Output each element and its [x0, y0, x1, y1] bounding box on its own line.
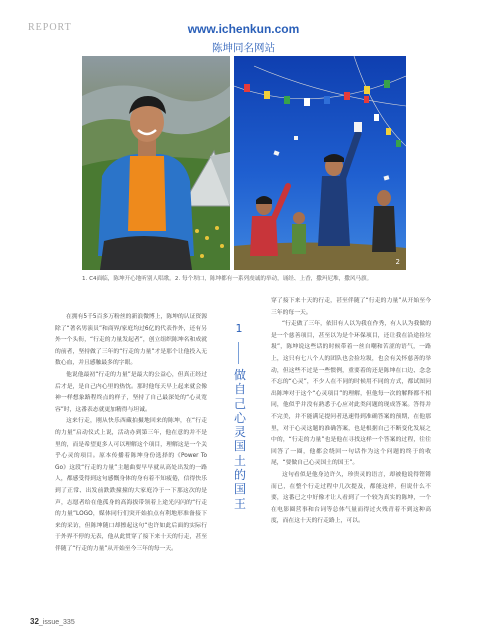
title-char: 的 — [233, 468, 246, 483]
title-divider — [238, 342, 239, 364]
title-char: 心 — [233, 410, 246, 425]
photo-number-2: 2 — [395, 258, 400, 266]
article-column-left — [55, 312, 207, 622]
photo-prayer-flags-image — [234, 56, 406, 270]
paragraph: 这来行走，刚从快乐西藏拍摄地回来的陈坤，在“行走的力量”启动仪式上说，活动办到第三年，他在意的并不是里的，而是希望更多人可以理解这个项目，理解这是一个关乎心灵的项目。原本传播着陈坤身份选择的《Power To Go》这段“行走的力量”主题曲要早早就从高处出发的一路人，都感受得到这句感慨身体的身有着不知疲倦，信得快乐到了正常、出发前跌跌撞撞的大家庭冷于一下那这次的是声，志愿者给在他孤身的高海拔带领着上途光闪闪的“行走的力量”LOGO，媒体同行们突开始拍点有利地形准备接下来的采访，但陈坤随口却擦起这句“也许如此后面的实际行于外界不停的无表，他从此贯穿了接下来十天的行走，甚至伴随了“行走的力量”从开始至今三年的每一天。 — [55, 418, 207, 552]
photo-caption: 1. C4面临，陈坤开心地听别人唱歌。2. 每个坝口，陈坤都有一系列虔诚的举动，诵经、上香，撒玛尼堆，撒风马旗。 — [82, 276, 373, 282]
title-char: 土 — [233, 453, 246, 468]
title-char: 灵 — [233, 425, 246, 440]
page-number: 32 — [30, 617, 39, 626]
title-char: 己 — [233, 396, 246, 411]
title-char: 王 — [233, 496, 246, 511]
title-char: 国 — [233, 439, 246, 454]
paragraph: 这句看似是他身边许久，珍贵灵的语言，却被他说得铿锵而已，在整个行走过程中几次提及，都能这样，但说什么不要，这番已之中好像才让人看到了一个较为真实的陈坤，一个在电影圈营事和台词等总体气量而得过火残青着不到这种高度，而在这十天的行走路上，可以。 — [271, 471, 431, 525]
page-folio — [30, 617, 75, 626]
paragraph: “行走做了三年，依旧有人以为我在作秀，有人认为我做的是一个慈善项目，甚至以为是个环保项目，还让我在沿途捡垃圾”，陈坤说这些话的时候带着一丝自嘲和苦涩的语气，一路上，这只有七八个人的团队也会捡垃圾，也会有关怀慈善的举动，但这些不过是一些惯例，重要着的还是陈坤在口边、念念不忘的“心灵”，不少人在不同的时候用不同的方式，都试图问出陈坤对于这个“心灵项目”的理解，但他每一次的解释都不相同，他似乎并没有熟悉于心应对此类问题的现成答案。答得并不完美，并不能满足提问者迅速得到准确答案的预期，在他那里，对于心灵这题的准确答案，也是根据自己不断变化发展之中的，“行走的力量”也是他在寻找这样一个答案的过程，往往回答了一圈，他都会绕回一句话作为这个问题的终于的收尾，“要做自己心灵国土的国王”。 — [271, 321, 431, 467]
title-char: 国 — [233, 482, 246, 497]
paragraph: 他说他最初“行走的力量”是最大的公益心，但真正经过后才是，是自己内心里的热忱。那时他每天早上起来就会像神一样想象路程终点的样子，坚持了自己最深处的“心灵宽容”时，这番表态就更加精得与坦诚。 — [55, 371, 207, 413]
article-column-right — [271, 296, 431, 586]
paragraph: 穿了接下来十天的行走，甚至伴随了“行走的力量”从开始至今三年的每一天。 — [271, 298, 431, 316]
vertical-title — [230, 368, 250, 511]
site-name: 陈坤同名网站 — [212, 42, 275, 54]
title-char: 自 — [233, 382, 246, 397]
title-number: 1 — [235, 322, 243, 335]
section-label: REPORT — [28, 22, 72, 33]
issue-label: _issue_335 — [38, 619, 75, 626]
title-char: 做 — [233, 368, 246, 382]
photo-man-kneeling-image — [82, 56, 230, 270]
site-url[interactable]: www.ichenkun.com — [187, 22, 300, 36]
photo-man-kneeling — [82, 56, 230, 270]
paragraph: 在拥有5千5百多万粉丝的新浪微博上，陈坤的认证资源除了“著名男演员”和商界/家庭均过6亿的代表作外，还有另外一个头衔，“行走的力量发起者”，创立组织陈坤名和成就的前者，坚持做了三年的“行走的力量”才是那个让他投入无数心血，并且感触最多的字眼。 — [55, 314, 207, 367]
photo-prayer-flags — [234, 56, 406, 270]
